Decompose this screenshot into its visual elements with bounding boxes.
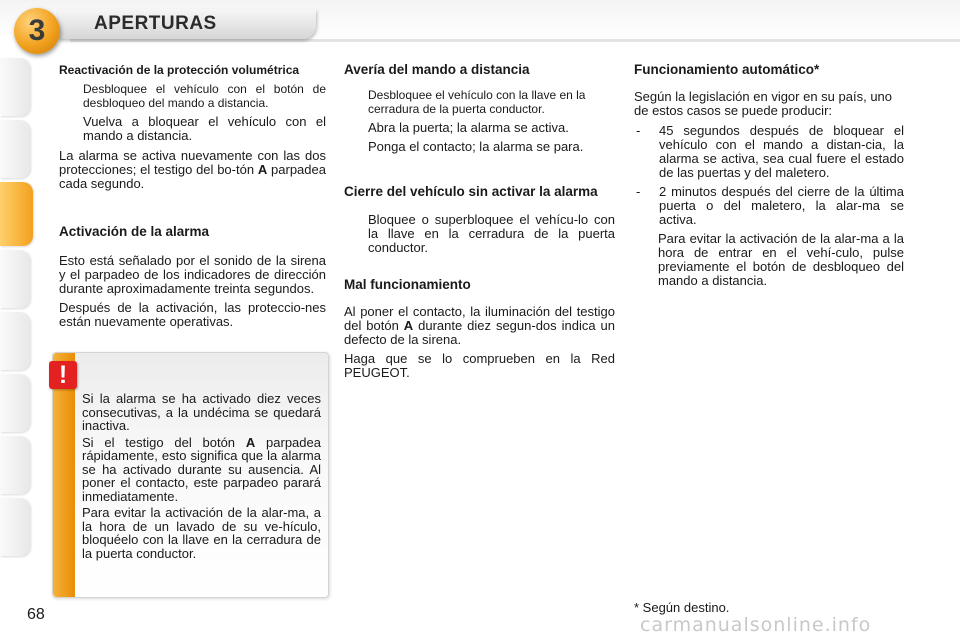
chapter-side-tabs bbox=[0, 58, 33, 578]
list-item bbox=[59, 82, 326, 110]
list-item bbox=[634, 232, 904, 288]
automatic-operation-title: Funcionamiento automático* bbox=[634, 62, 820, 77]
list-item bbox=[634, 124, 904, 180]
bullet-text: Ponga el contacto; la alarma se para. bbox=[368, 139, 584, 154]
text-run: parpadea cada segundo. bbox=[59, 162, 326, 191]
bullet-text: Desbloquee el vehículo con el botón de desbloqueo del mando a distancia. bbox=[83, 82, 326, 110]
side-tab-5[interactable] bbox=[0, 312, 30, 370]
warning-paragraph-2 bbox=[82, 436, 321, 504]
chapter-title: APERTURAS bbox=[94, 13, 217, 34]
bullet-text: Para evitar la activación de la alar-ma a la hora de entrar en el vehí-culo, pulse previamente el botón de desbloqueo del mando a distancia. bbox=[658, 231, 904, 288]
text-run: Si el testigo del botón bbox=[82, 434, 236, 450]
reactivation-paragraph bbox=[59, 149, 326, 191]
text-run: Al poner el contacto, la iluminación del testigo del botón bbox=[344, 304, 615, 333]
warning-text bbox=[82, 392, 321, 563]
bullet-text: Abra la puerta; la alarma se activa. bbox=[368, 120, 569, 135]
watermark: carmanualsonline.info bbox=[640, 614, 872, 636]
warning-paragraph-3: Para evitar la activación de la alar-ma, a la hora de un lavado de su ve-hículo, bloquéelo con la llave en la cerradura de la puerta conductor. bbox=[82, 505, 321, 561]
lock-without-alarm-title: Cierre del vehículo sin activar la alarma bbox=[344, 184, 598, 199]
warning-paragraph-1: Si la alarma se ha activado diez veces consecutivas, a la undécima se quedará inactiva. bbox=[82, 391, 321, 433]
activation-paragraph-2: Después de la activación, las proteccio-nes están nuevamente operativas. bbox=[59, 300, 326, 329]
remote-failure-title: Avería del mando a distancia bbox=[344, 62, 530, 77]
reactivation-title: Reactivación de la protección volumétrica bbox=[59, 63, 300, 77]
bullet-text: Desbloquee el vehículo con la llave en la cerradura de la puerta conductor. bbox=[368, 88, 586, 116]
middle-column bbox=[344, 62, 615, 380]
list-item bbox=[59, 115, 326, 143]
warning-stripe bbox=[53, 353, 75, 597]
malfunction-paragraph-2: Haga que se lo comprueben en la Red PEUGEOT. bbox=[344, 351, 615, 380]
page-number: 68 bbox=[27, 606, 45, 623]
automatic-intro: Según la legislación en vigor en su país, uno de estos casos se puede producir: bbox=[634, 89, 893, 118]
malfunction-paragraph bbox=[344, 305, 615, 347]
side-tab-1[interactable] bbox=[0, 58, 30, 116]
malfunction-title: Mal funcionamiento bbox=[344, 277, 471, 292]
button-letter: A bbox=[257, 162, 268, 177]
list-item bbox=[634, 185, 904, 227]
list-item bbox=[344, 213, 615, 255]
bullet-text: Bloquee o superbloquee el vehícu-lo con la llave en la cerradura de la puerta conductor. bbox=[368, 212, 615, 255]
text-run: parpadea rápidamente, esto significa que la alarma se ha activado durante su ausencia. Al poner el contacto, este parpadeo parará inmediatamente. bbox=[82, 434, 321, 504]
side-tab-8[interactable] bbox=[0, 498, 30, 556]
dash-text: 2 minutos después del cierre de la última puerta o del maletero, la alar-ma se activa. bbox=[659, 184, 904, 227]
dash-text: 45 segundos después de bloquear el vehículo con el mando a distan-cia, la alarma se activa, sea cual fuere el estado de las puertas y del maletero. bbox=[659, 123, 904, 180]
dash-marker: - bbox=[636, 184, 641, 199]
button-letter: A bbox=[403, 318, 414, 333]
bullet-text: Vuelva a bloquear el vehículo con el mando a distancia. bbox=[83, 114, 326, 143]
side-tab-7[interactable] bbox=[0, 436, 30, 494]
dash-marker: - bbox=[636, 123, 641, 138]
list-item bbox=[344, 140, 615, 154]
right-column bbox=[634, 62, 904, 288]
list-item bbox=[344, 88, 615, 116]
list-item bbox=[344, 121, 615, 135]
side-tab-3-active[interactable] bbox=[0, 182, 33, 246]
warning-icon: ! bbox=[49, 361, 77, 389]
button-letter: A bbox=[245, 434, 256, 450]
header-rule bbox=[70, 39, 960, 42]
activation-paragraph-1: Esto está señalado por el sonido de la sirena y el parpadeo de los indicadores de dirección durante aproximadamente treinta segundos. bbox=[59, 253, 326, 296]
footnote: * Según destino. bbox=[634, 600, 730, 615]
left-column bbox=[59, 64, 326, 329]
chapter-number-badge: 3 bbox=[14, 8, 60, 54]
activation-title: Activación de la alarma bbox=[59, 224, 210, 239]
side-tab-4[interactable] bbox=[0, 250, 30, 308]
text-run: La alarma se activa nuevamente con las dos protecciones; el testigo del bo-tón bbox=[59, 148, 326, 177]
side-tab-2[interactable] bbox=[0, 120, 30, 178]
text-run: durante diez segun-dos indica un defecto de la sirena. bbox=[344, 318, 615, 347]
side-tab-6[interactable] bbox=[0, 374, 30, 432]
